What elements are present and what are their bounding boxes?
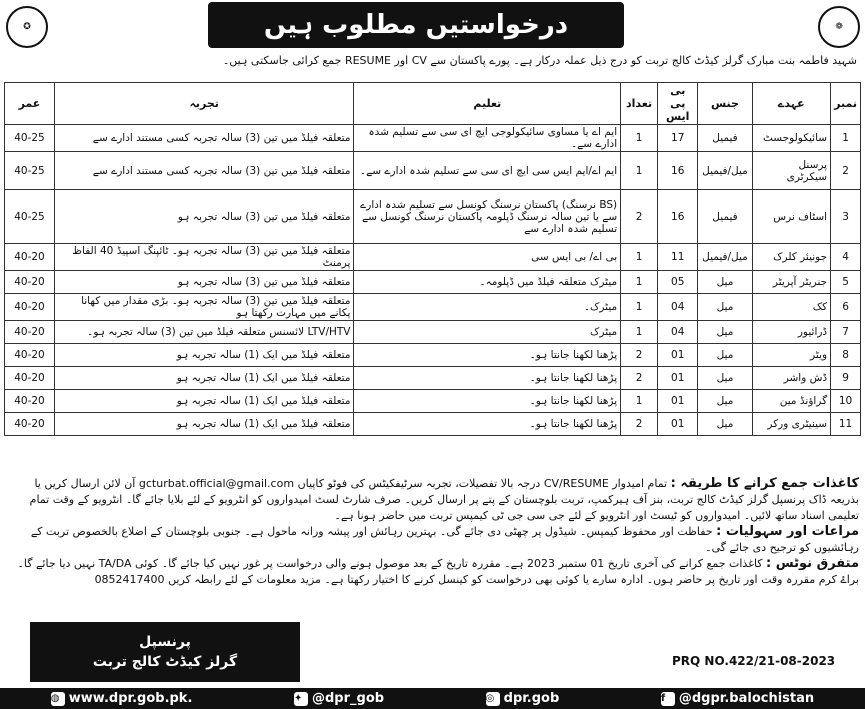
cell-experience: متعلقہ فیلڈ میں تین (3) سالہ تجربہ ہو (54, 190, 354, 244)
facebook-icon: f (661, 692, 675, 706)
cell-education: پڑھنا لکھنا جانتا ہو۔ (354, 344, 621, 367)
cell-count: 1 (621, 244, 658, 271)
email-address: gcturbat.official@gmail.com (138, 477, 295, 490)
footer-website-text: www.dpr.gob.pk. (68, 691, 193, 706)
college-logo: ✪ (6, 6, 48, 48)
vacancy-table (4, 82, 861, 436)
facilities-text: حفاظت اور محفوظ کیمپس۔ شیڈول پر چھٹی دی جائے گی۔ بہترین رہائش اور پیشہ ورانہ ماحول ہے۔ جنوبی بلوچستان کے اضلاع بالخصوص تربت کے رہائشیوں کو ترجیح دی جائے گی۔ (30, 525, 859, 554)
cell-post: سائیکولوجسٹ (752, 125, 831, 152)
cell-experience: متعلقہ فیلڈ میں ایک (1) سالہ تجربہ ہو (54, 390, 354, 413)
cell-no: 5 (831, 271, 861, 294)
cell-bps: 16 (657, 190, 697, 244)
cell-no: 6 (831, 294, 861, 321)
cell-count: 1 (621, 294, 658, 321)
cell-count: 1 (621, 271, 658, 294)
cell-education: پڑھنا لکھنا جانتا ہو۔ (354, 413, 621, 436)
header-gender: جنس (698, 83, 752, 125)
cell-gender: میل (698, 271, 752, 294)
cell-experience: متعلقہ فیلڈ میں تین (3) سالہ تجربہ کسی مستند ادارے سے (54, 125, 354, 152)
cell-experience: LTV/HTV لائسنس متعلقہ فیلڈ میں تین (3) سالہ تجربہ ہو۔ (54, 321, 354, 344)
cell-post: پرسنل سیکرٹری (752, 152, 831, 190)
cell-post: گراؤنڈ مین (752, 390, 831, 413)
cell-education: پڑھنا لکھنا جانتا ہو۔ (354, 367, 621, 390)
instagram-icon: ◎ (486, 692, 500, 706)
cell-no: 4 (831, 244, 861, 271)
cell-gender: میل (698, 390, 752, 413)
globe-icon: ◍ (51, 692, 65, 706)
contact-phone: 0852417400 (94, 573, 165, 586)
notes-heading: متفرق نوٹس : (766, 556, 859, 571)
table-row (5, 125, 861, 152)
table-row (5, 190, 861, 244)
cell-bps: 16 (657, 152, 697, 190)
footer-twitter-text: @dpr_gob (311, 691, 385, 706)
table-row (5, 244, 861, 271)
cell-count: 1 (621, 125, 658, 152)
cell-post: ڈرائیور (752, 321, 831, 344)
cell-count: 2 (621, 344, 658, 367)
page-title-text: درخواستیں مطلوب ہیں (263, 10, 569, 40)
method-text-1: تمام امیدوار CV/RESUME درجہ بالا تفصیلات، تجربہ سرٹیفکیٹس کی فوٹو کاپیاں (297, 477, 668, 490)
cell-bps: 01 (657, 367, 697, 390)
instructions-section (6, 476, 859, 588)
cell-no: 10 (831, 390, 861, 413)
cell-bps: 05 (657, 271, 697, 294)
cell-post: ڈش واشر (752, 367, 831, 390)
cell-no: 8 (831, 344, 861, 367)
cell-age: 40-20 (5, 390, 55, 413)
cell-gender: میل (698, 344, 752, 367)
cell-age: 40-25 (5, 152, 55, 190)
government-logo: ❁ (818, 6, 860, 48)
cell-education: بی اے/ بی ایس سی (354, 244, 621, 271)
cell-age: 40-20 (5, 271, 55, 294)
cell-bps: 04 (657, 294, 697, 321)
cell-no: 1 (831, 125, 861, 152)
cell-gender: میل (698, 413, 752, 436)
cell-age: 40-20 (5, 344, 55, 367)
cell-experience: متعلقہ فیلڈ میں تین (3) سالہ تجربہ ہو (54, 271, 354, 294)
cell-count: 1 (621, 152, 658, 190)
cell-gender: میل (698, 367, 752, 390)
notes-text: کاغذات جمع کرانے کی آخری تاریخ 01 ستمبر 2023 ہے۔ مقررہ تاریخ کے بعد موصول ہونے والی درخواست پر غور نہیں کیا جائے گا۔ کوئی TA/DA نہیں دیا جائے گا۔ براۓ کرم مقررہ وقت اور تاریخ پر حاضر ہوں۔ ادارہ سارے یا کوئی بھی درخواست کو کینسل کرنے کا اختیار رکھتا ہے۔ مزید معلومات کے لئے رابطہ کریں (17, 557, 859, 586)
cell-post: جونیئر کلرک (752, 244, 831, 271)
header-count: تعداد (621, 83, 658, 125)
cell-age: 40-25 (5, 125, 55, 152)
page-title (208, 2, 624, 48)
facilities-heading: مراعات اور سہولیات : (716, 524, 859, 539)
table-row (5, 271, 861, 294)
cell-no: 11 (831, 413, 861, 436)
cell-bps: 17 (657, 125, 697, 152)
cell-age: 40-20 (5, 413, 55, 436)
cell-education: میٹرک۔ (354, 294, 621, 321)
cell-education: (BS نرسنگ) پاکستان نرسنگ کونسل سے تسلیم شدہ ادارے سے یا تین سالہ نرسنگ ڈپلومہ پاکستان نرسنگ کونسل سے تسلیم شدہ ادارے سے (354, 190, 621, 244)
cell-experience: متعلقہ فیلڈ میں ایک (1) سالہ تجربہ ہو (54, 413, 354, 436)
cell-bps: 11 (657, 244, 697, 271)
cell-age: 40-20 (5, 294, 55, 321)
header-post: عہدے (752, 83, 831, 125)
cell-gender: میل (698, 294, 752, 321)
footer-bar (0, 688, 865, 709)
table-row (5, 413, 861, 436)
table-row (5, 344, 861, 367)
cell-post: سینیٹری ورکر (752, 413, 831, 436)
signature-block (30, 622, 300, 682)
table-header-row (5, 83, 861, 125)
cell-bps: 04 (657, 321, 697, 344)
cell-experience: متعلقہ فیلڈ میں تین (3) سالہ تجربہ کسی مستند ادارے سے (54, 152, 354, 190)
cell-post: اسٹاف نرس (752, 190, 831, 244)
submission-method (6, 476, 859, 524)
table-row (5, 390, 861, 413)
header-bps: بی پی ایس (657, 83, 697, 125)
table-row (5, 294, 861, 321)
cell-experience: متعلقہ فیلڈ میں تین (3) سالہ تجربہ ہو۔ ٹائپنگ اسپیڈ 40 الفاظ پرمنٹ (54, 244, 354, 271)
header-education: تعلیم (354, 83, 621, 125)
footer-facebook-text: @dgpr.balochistan (678, 691, 815, 706)
cell-count: 1 (621, 390, 658, 413)
table-row (5, 321, 861, 344)
cell-age: 40-25 (5, 190, 55, 244)
cell-experience: متعلقہ فیلڈ میں تین (3) سالہ تجربہ ہو۔ بڑی مقدار میں کھانا پکانے میں مہارت رکھتا ہو (54, 294, 354, 321)
cell-no: 2 (831, 152, 861, 190)
cell-post: کک (752, 294, 831, 321)
cell-age: 40-20 (5, 321, 55, 344)
cell-bps: 01 (657, 413, 697, 436)
table-row (5, 367, 861, 390)
signature-institution: گرلز کیڈٹ کالج تربت (92, 654, 238, 670)
twitter-icon: ✦ (294, 692, 308, 706)
cell-no: 3 (831, 190, 861, 244)
cell-gender: میل/فیمیل (698, 152, 752, 190)
header-no: نمبر (831, 83, 861, 125)
footer-instagram[interactable] (486, 691, 560, 706)
cell-education: میٹرک (354, 321, 621, 344)
cell-education: پڑھنا لکھنا جانتا ہو۔ (354, 390, 621, 413)
cell-count: 2 (621, 413, 658, 436)
footer-twitter[interactable] (294, 691, 384, 706)
cell-count: 2 (621, 367, 658, 390)
intro-text: شہید فاطمہ بنت مبارک گرلز کیڈٹ کالج تربت کو درج ذیل عملہ درکار ہے۔ پورے پاکستان سے CV اور RESUME جمع کرائی جاسکتی ہیں۔ (222, 54, 857, 67)
method-text-2: آن لائن ارسال کریں یا بذریعہ ڈاک پرنسپل گرلز کیڈٹ کالج تربت، بنز آف ہیرکمپ، تربت بلوچستان کے پتے پر ارسال کریں۔ صرف شارٹ لسٹ امیدواروں کو انٹرویو کے لئے بلایا جائے گا۔ انٹرویو کے وقت تمام تعلیمی اسناد ساتھ لائیں۔ امیدواروں کو ٹیسٹ اور انٹرویو کے لئے جی سی جی ٹی کیمپس تربت میں حاضر ہونا ہے۔ (29, 477, 859, 522)
cell-age: 40-20 (5, 367, 55, 390)
cell-gender: میل (698, 321, 752, 344)
cell-gender: میل/فیمیل (698, 244, 752, 271)
cell-post: جنریٹر آپریٹر (752, 271, 831, 294)
footer-website[interactable] (51, 691, 193, 706)
method-heading: کاغذات جمع کرانے کا طریقہ : (670, 476, 859, 491)
footer-instagram-text: dpr.gob (503, 691, 560, 706)
facilities-paragraph (6, 524, 859, 556)
cell-education: ایم اے/ایم ایس سی ایچ ای سی سے تسلیم شدہ ادارے سے۔ (354, 152, 621, 190)
cell-age: 40-20 (5, 244, 55, 271)
cell-education: ایم اے یا مساوی سائیکولوجی ایچ ای سی سے تسلیم شدہ ادارے سے۔ (354, 125, 621, 152)
cell-no: 9 (831, 367, 861, 390)
cell-bps: 01 (657, 390, 697, 413)
cell-count: 1 (621, 321, 658, 344)
header-age: عمر (5, 83, 55, 125)
cell-gender: فیمیل (698, 190, 752, 244)
cell-education: میٹرک متعلقہ فیلڈ میں ڈپلومہ۔ (354, 271, 621, 294)
signature-title: پرنسپل (139, 634, 191, 650)
cell-bps: 01 (657, 344, 697, 367)
header-experience: تجربہ (54, 83, 354, 125)
footer-facebook[interactable] (661, 691, 814, 706)
cell-count: 2 (621, 190, 658, 244)
prq-number: PRQ NO.422/21-08-2023 (672, 654, 836, 668)
notes-paragraph (6, 556, 859, 588)
cell-experience: متعلقہ فیلڈ میں ایک (1) سالہ تجربہ ہو (54, 344, 354, 367)
cell-no: 7 (831, 321, 861, 344)
table-row (5, 152, 861, 190)
cell-experience: متعلقہ فیلڈ میں ایک (1) سالہ تجربہ ہو (54, 367, 354, 390)
cell-post: ویٹر (752, 344, 831, 367)
cell-gender: فیمیل (698, 125, 752, 152)
